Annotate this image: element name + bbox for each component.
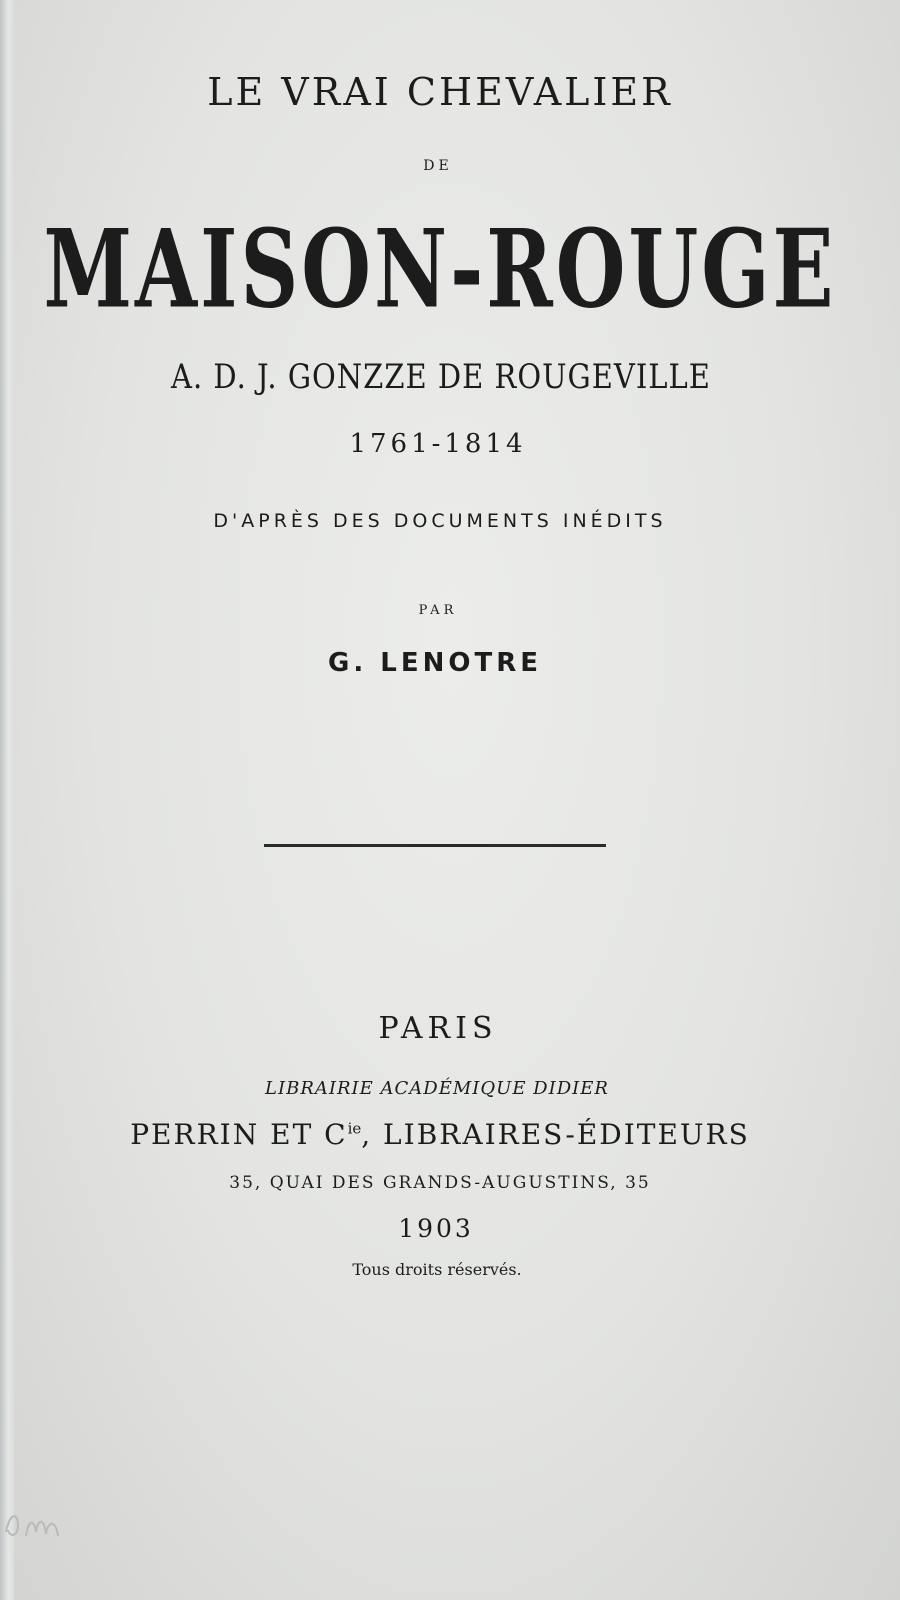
subject-name: A. D. J. GONZZE DE ROUGEVILLE (171, 357, 711, 397)
publisher-name-start: PERRIN ET C (130, 1118, 348, 1151)
title-connector: DE (423, 158, 453, 174)
author-name: G. LENOTRE (328, 648, 542, 678)
imprint-city: PARIS (378, 1011, 498, 1046)
imprint-librairie: LIBRAIRIE ACADÉMIQUE DIDIER (265, 1078, 609, 1099)
publisher-superscript: ie (347, 1119, 362, 1138)
publisher-name-end: , LIBRAIRES-ÉDITEURS (361, 1118, 750, 1151)
main-title: MAISON-ROUGE (43, 205, 837, 332)
rights-notice: Tous droits réservés. (352, 1260, 522, 1279)
subtitle: D'APRÈS DES DOCUMENTS INÉDITS (213, 510, 667, 532)
pencil-mark (4, 1502, 94, 1542)
imprint-address: 35, QUAI DES GRANDS-AUGUSTINS, 35 (229, 1173, 651, 1193)
title-line-1: LE VRAI CHEVALIER (207, 70, 673, 114)
divider-rule (264, 844, 606, 847)
imprint-publisher (0, 1118, 890, 1151)
by-label: PAR (418, 603, 458, 618)
life-years: 1761-1814 (349, 429, 527, 459)
publication-year: 1903 (398, 1214, 474, 1243)
